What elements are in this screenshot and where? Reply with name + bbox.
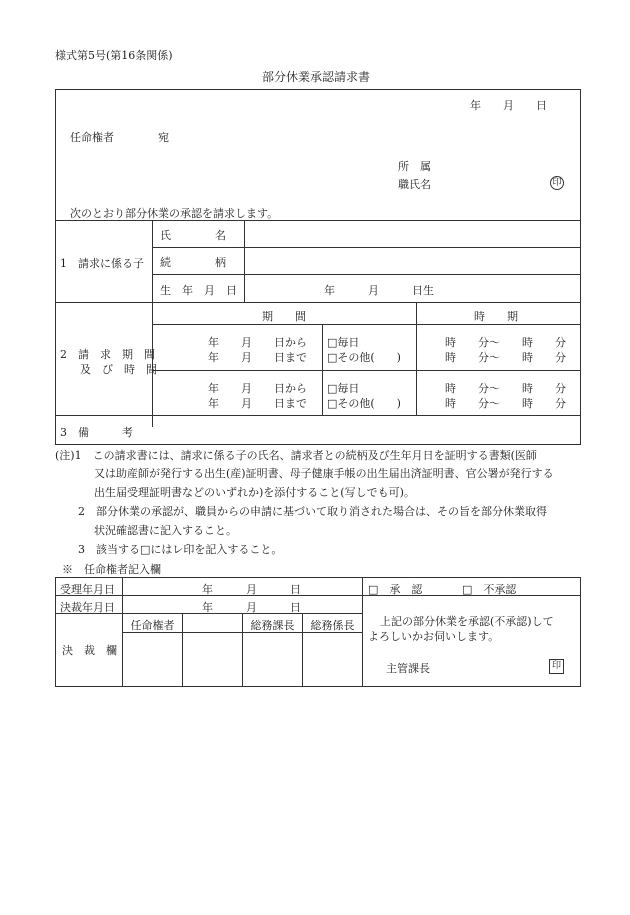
confirm-text: 上記の部分休業を承認(不承認)して bbox=[380, 615, 554, 628]
birthdate-label: 生 年 月 日 bbox=[160, 284, 237, 297]
request-date[interactable]: 年 月 日 bbox=[470, 99, 547, 112]
other-checkbox-2[interactable]: □その他( ) bbox=[327, 397, 401, 410]
confirm-text-2: よろしいかお伺いします。 bbox=[368, 630, 500, 643]
time-range-1a[interactable]: 時 分～ 時 分 bbox=[445, 336, 566, 349]
col-general-chief: 総務係長 bbox=[310, 619, 355, 632]
divider bbox=[152, 274, 581, 275]
form-number: 様式第5号(第16条関係) bbox=[55, 49, 173, 62]
period-from-1[interactable]: 年 月 日から bbox=[208, 336, 307, 349]
name-label: 職氏名 bbox=[398, 178, 431, 191]
period-from-2[interactable]: 年 月 日から bbox=[208, 382, 307, 395]
time-header: 時 期 bbox=[474, 310, 518, 323]
daily-checkbox-1[interactable]: □毎日 bbox=[327, 336, 360, 349]
period-to-1[interactable]: 年 月 日まで bbox=[208, 351, 307, 364]
period-header: 期 間 bbox=[262, 310, 306, 323]
divider bbox=[362, 577, 363, 687]
divider bbox=[55, 302, 581, 303]
other-checkbox-1[interactable]: □その他( ) bbox=[327, 351, 401, 364]
col-authority: 任命権者 bbox=[130, 619, 175, 632]
time-range-2b[interactable]: 時 分～ 時 分 bbox=[445, 397, 566, 410]
approval-column-label: 決 裁 欄 bbox=[62, 644, 117, 657]
time-range-1b[interactable]: 時 分～ 時 分 bbox=[445, 351, 566, 364]
period-section-label-2: 及 び 時 間 bbox=[80, 363, 157, 376]
period-to-2[interactable]: 年 月 日まで bbox=[208, 397, 307, 410]
col-general-manager: 総務課長 bbox=[250, 619, 295, 632]
authority-addressee: 任命権者 宛 bbox=[70, 131, 169, 144]
decided-date-label: 決裁年月日 bbox=[60, 601, 115, 614]
manager-label: 主管課長 bbox=[386, 662, 430, 675]
divider bbox=[152, 370, 581, 371]
child-name-label: 氏 名 bbox=[160, 229, 226, 242]
authority-section-title: ※ 任命権者記入欄 bbox=[62, 563, 161, 576]
daily-checkbox-2[interactable]: □毎日 bbox=[327, 382, 360, 395]
remarks-label: 3 備 考 bbox=[60, 426, 133, 439]
received-date-label: 受理年月日 bbox=[60, 583, 115, 596]
note-1-cont2: 出生届受理証明書などのいずれか)を添付すること(写しでも可)。 bbox=[94, 486, 415, 499]
note-1-cont: 又は助産師が発行する出生(産)証明書、母子健康手帳の出生届出済証明書、官公署が発行する bbox=[94, 467, 554, 480]
child-section-label: 1 請求に係る子 bbox=[60, 257, 144, 270]
seal-stamp: 印 bbox=[550, 176, 564, 190]
manager-seal: 印 bbox=[549, 659, 564, 674]
note-2-cont: 状況確認書に記入すること。 bbox=[94, 524, 237, 537]
page-title: 部分休業承認請求書 bbox=[262, 70, 371, 84]
received-date-field[interactable]: 年 月 日 bbox=[202, 583, 301, 596]
approve-checkbox[interactable]: □ 承 認 bbox=[368, 583, 423, 596]
department-label: 所 属 bbox=[398, 160, 431, 173]
divider bbox=[55, 220, 581, 221]
divider bbox=[244, 220, 245, 302]
request-statement: 次のとおり部分休業の承認を請求します。 bbox=[70, 207, 279, 220]
note-1: (注)1 この請求書には、請求に係る子の氏名、請求者との続柄及び生年月日を証明する書類(医師 bbox=[55, 449, 537, 462]
time-range-2a[interactable]: 時 分～ 時 分 bbox=[445, 382, 566, 395]
divider bbox=[182, 613, 183, 687]
reject-checkbox[interactable]: □ 不承認 bbox=[462, 583, 517, 596]
divider bbox=[152, 324, 581, 325]
decided-date-field[interactable]: 年 月 日 bbox=[202, 601, 301, 614]
period-section-label: 2 請 求 期 間 bbox=[60, 348, 155, 361]
divider bbox=[416, 302, 417, 415]
relationship-label: 続 柄 bbox=[160, 256, 226, 269]
note-3: 3 該当する□にはレ印を記入すること。 bbox=[78, 543, 283, 556]
divider bbox=[55, 415, 581, 416]
note-2: 2 部分休業の承認が、職員からの申請に基づいて取り消された場合は、その旨を部分休業取得 bbox=[78, 505, 547, 518]
birthdate-field[interactable]: 年 月 日生 bbox=[324, 284, 434, 297]
divider bbox=[152, 247, 581, 248]
